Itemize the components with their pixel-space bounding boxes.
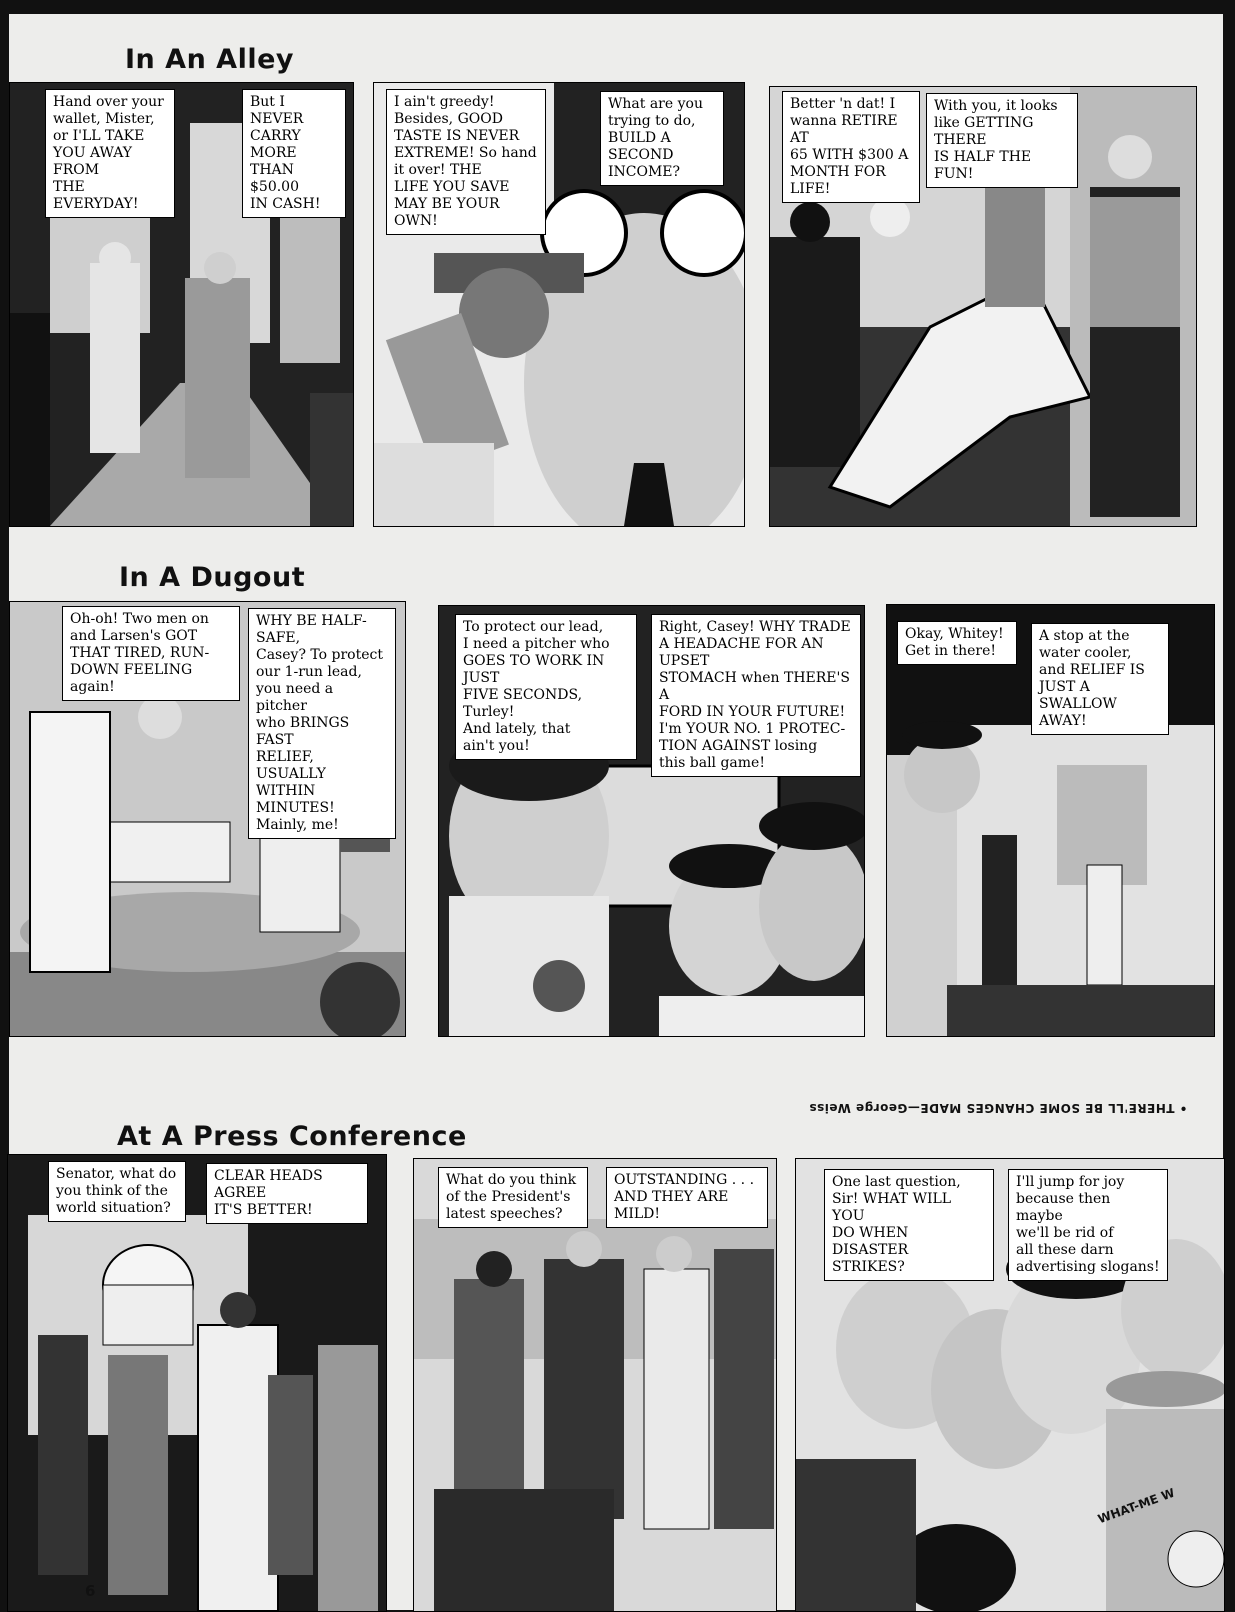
panel-press-2 — [413, 1158, 777, 1612]
page-number: 6 — [85, 1582, 96, 1600]
comic-page — [9, 14, 1223, 1610]
section-title-alley: In An Alley — [125, 44, 295, 75]
panel-press-3 — [795, 1158, 1225, 1612]
speech-bubble-robber-1: Hand over your wallet, Mister, or I'LL TAKE YOU AWAY FROM THE EVERYDAY! — [45, 89, 175, 218]
speech-bubble-reporter-3: One last question, Sir! WHAT WILL YOU DO WHEN DISASTER STRIKES? — [824, 1169, 994, 1281]
panel-dugout-1 — [9, 601, 406, 1037]
speech-bubble-senator-2: OUTSTANDING . . . AND THEY ARE MILD! — [606, 1167, 768, 1228]
speech-bubble-robber-2: I ain't greedy! Besides, GOOD TASTE IS NEVER EXTREME! So hand it over! THE LIFE YOU SAVE MAY BE YOUR OWN! — [386, 89, 546, 235]
panel-alley-1 — [9, 82, 354, 527]
speech-bubble-casey-2: To protect our lead, I need a pitcher who GOES TO WORK IN JUST FIVE SECONDS, Turley! And lately, that ain't you! — [455, 614, 637, 760]
speech-bubble-reporter-2: What do you think of the President's latest speeches? — [438, 1167, 588, 1228]
panel-press-1 — [7, 1154, 387, 1612]
panel-dugout-3 — [886, 604, 1215, 1037]
speech-bubble-victim-3: With you, it looks like GETTING THERE IS HALF THE FUN! — [926, 93, 1078, 188]
speech-bubble-pitcher-1: WHY BE HALF-SAFE, Casey? To protect our 1-run lead, you need a pitcher who BRINGS FAST RELIEF, USUALLY WITHIN MINUTES! Mainly, me! — [248, 608, 396, 839]
speech-bubble-reporter-1: Senator, what do you think of the world situation? — [48, 1161, 186, 1222]
speech-bubble-casey-3: Okay, Whitey! Get in there! — [897, 621, 1017, 665]
speech-bubble-pitcher-3: A stop at the water cooler, and RELIEF IS JUST A SWALLOW AWAY! — [1031, 623, 1169, 735]
shirt-lettering: WHAT-ME W — [1096, 1485, 1177, 1527]
speech-bubble-senator-3: I'll jump for joy because then maybe we'll be rid of all these darn advertising slogans! — [1008, 1169, 1168, 1281]
section-title-press: At A Press Conference — [117, 1121, 467, 1152]
speech-bubble-pitcher-2: Right, Casey! WHY TRADE A HEADACHE FOR AN UPSET STOMACH when THERE'S A FORD IN YOUR FUTURE! I'm YOUR NO. 1 PROTEC- TION AGAINST losing this ball game! — [651, 614, 861, 777]
speech-bubble-victim-2: What are you trying to do, BUILD A SECOND INCOME? — [600, 91, 724, 186]
panel-alley-2 — [373, 82, 745, 527]
speech-bubble-robber-3: Better 'n dat! I wanna RETIRE AT 65 WITH $300 A MONTH FOR LIFE! — [782, 91, 920, 203]
speech-bubble-victim-1: But I NEVER CARRY MORE THAN $50.00 IN CASH! — [242, 89, 346, 218]
panel-alley-3 — [769, 86, 1197, 527]
section-title-dugout: In A Dugout — [119, 562, 306, 593]
panel-dugout-2 — [438, 605, 865, 1037]
speech-bubble-casey-1: Oh-oh! Two men on and Larsen's GOT THAT TIRED, RUN- DOWN FEELING again! — [62, 606, 240, 701]
speech-bubble-senator-1: CLEAR HEADS AGREE IT'S BETTER! — [206, 1163, 368, 1224]
upside-down-footnote: • THERE'LL BE SOME CHANGES MADE—George Weiss — [809, 1101, 1188, 1115]
